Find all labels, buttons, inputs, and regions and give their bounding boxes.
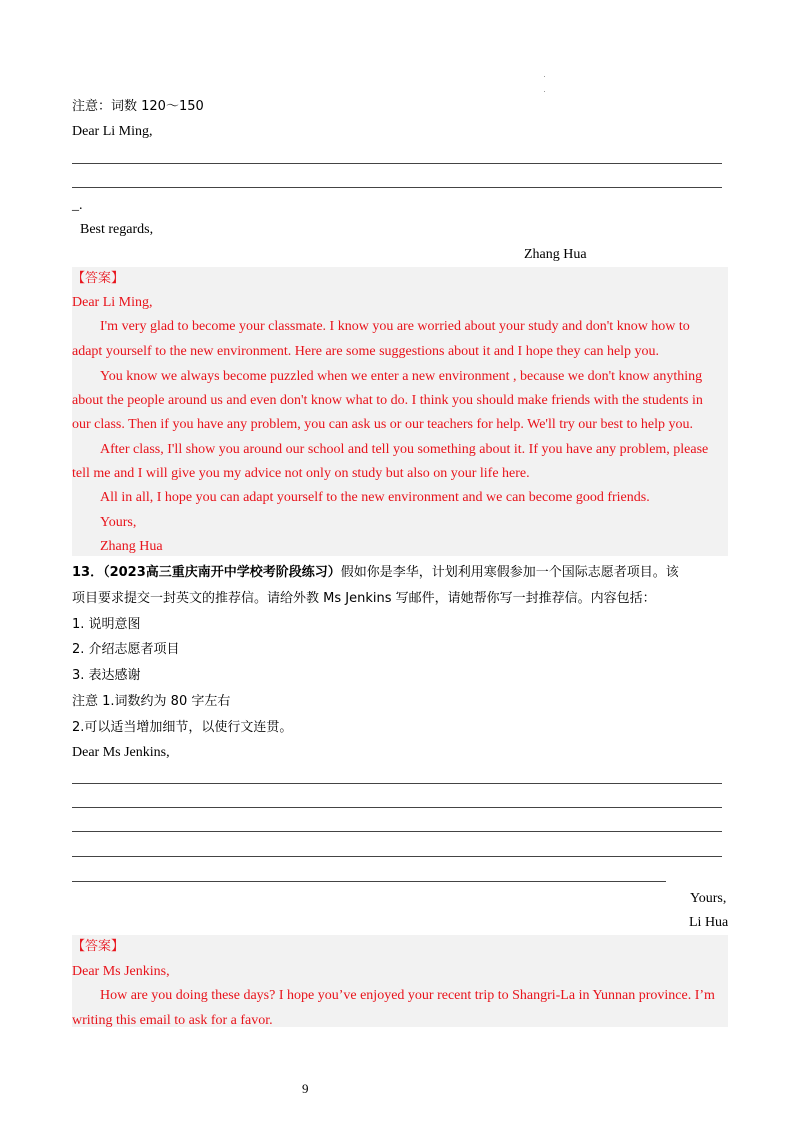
answer-line: I'm very glad to become your classmate. I know you are worried about your study and don't know how to (100, 319, 690, 334)
note-line: 2.可以适当增加细节，以使行文连贯。 (72, 720, 293, 735)
question-source: （2023高三重庆南开中学校考阶段练习） (103, 565, 341, 580)
answer-line: our class. Then if you have any problem, you can ask us or our teachers for help. We'll try our best to help you. (72, 417, 693, 432)
answer-line: writing this email to ask for a favor. (72, 1013, 273, 1028)
page-number: 9 (302, 1081, 309, 1096)
letter-greeting: Dear Li Ming, (72, 124, 153, 139)
scan-dot (544, 76, 545, 77)
question-number: 13． (72, 565, 104, 580)
writing-line (72, 881, 666, 882)
answer-greeting: Dear Li Ming, (72, 295, 153, 310)
letter-signature: Zhang Hua (524, 247, 587, 262)
answer-line: tell me and I will give you my advice not only on study but also on your life here. (72, 466, 530, 481)
answer-line: adapt yourself to the new environment. Here are some suggestions about it and I hope they can help you. (72, 344, 660, 359)
email-greeting: Dear Ms Jenkins, (72, 745, 170, 760)
question-prompt: 假如你是李华，计划利用寒假参加一个国际志愿者项目。该 (340, 565, 679, 580)
letter-closing: Best regards, (80, 222, 154, 237)
writing-line (72, 187, 722, 188)
answer-line: about the people around us and even don't know what to do. I think you should make friends with the students in (72, 393, 703, 408)
answer-line: All in all, I hope you can adapt yourself to the new environment and we can become good friends. (100, 490, 650, 505)
answer-signature: Zhang Hua (100, 539, 163, 554)
email-closing: Yours, (690, 891, 727, 906)
writing-line (72, 856, 722, 857)
end-mark: _. (72, 198, 83, 213)
answer-line: After class, I'll show you around our school and tell you something about it. If you have any problem, please (100, 442, 709, 457)
answer-label: 【答案】 (72, 271, 125, 286)
scan-dot (544, 91, 545, 92)
answer-label: 【答案】 (72, 939, 125, 954)
answer-closing: Yours, (100, 515, 137, 530)
answer-line: You know we always become puzzled when we enter a new environment , because we don't know anything (100, 369, 703, 384)
requirement-item: 3. 表达感谢 (72, 668, 141, 683)
writing-line (72, 783, 722, 784)
email-signature: Li Hua (689, 915, 729, 930)
answer-block-background (72, 267, 728, 556)
answer-greeting: Dear Ms Jenkins, (72, 964, 170, 979)
writing-line (72, 807, 722, 808)
note-line: 注意 1.词数约为 80 字左右 (72, 694, 231, 709)
question-prompt-continued: 项目要求提交一封英文的推荐信。请给外教 Ms Jenkins 写邮件，请她帮你写一封推荐信。内容包括： (72, 591, 656, 606)
question-13-header (72, 564, 679, 582)
requirement-item: 2. 介绍志愿者项目 (72, 642, 180, 657)
writing-line (72, 163, 722, 164)
writing-line (72, 831, 722, 832)
answer-line: How are you doing these days? I hope you’ve enjoyed your recent trip to Shangri-La in Yunnan province. I’m (100, 988, 715, 1003)
requirement-item: 1. 说明意图 (72, 617, 141, 632)
word-count-note: 注意：词数 120～150 (72, 99, 204, 114)
